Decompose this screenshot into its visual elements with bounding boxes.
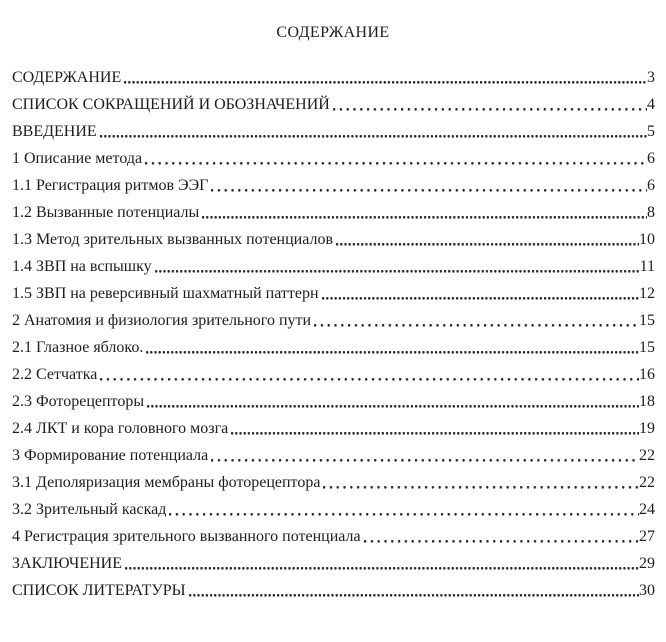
toc-entry-label: 1.5 ЗВП на реверсивный шахматный паттерн (12, 285, 319, 302)
toc-leader-dots (364, 523, 639, 550)
toc-entry (12, 334, 655, 361)
toc-entry (12, 550, 655, 577)
toc-page-number: 30 (639, 582, 655, 599)
toc-leader-dots (336, 226, 639, 253)
table-of-contents (0, 64, 666, 604)
toc-page-number: 22 (639, 447, 655, 464)
toc-page-number: 3 (647, 69, 655, 86)
toc-entry-label: 2.4 ЛКТ и кора головного мозга (12, 420, 229, 437)
toc-leader-dots (147, 388, 639, 415)
toc-entry-label: СОДЕРЖАНИЕ (12, 69, 122, 86)
toc-entry (12, 307, 655, 334)
toc-entry-label: 1.3 Метод зрительных вызванных потенциалов (12, 231, 334, 248)
toc-entry (12, 577, 655, 604)
toc-page-number: 24 (639, 501, 655, 518)
toc-page-number: 18 (639, 393, 655, 410)
toc-entry-label: СПИСОК ЛИТЕРАТУРЫ (12, 582, 186, 599)
toc-entry-label: 1.4 ЗВП на вспышку (12, 258, 152, 275)
toc-entry (12, 469, 655, 496)
toc-page-number: 4 (647, 96, 655, 113)
toc-entry (12, 442, 655, 469)
toc-leader-dots (125, 550, 639, 577)
toc-leader-dots (145, 145, 647, 172)
toc-entry (12, 91, 655, 118)
toc-entry-label: 3.1 Деполяризация мембраны фоторецептора (12, 474, 321, 491)
toc-page-number: 27 (639, 528, 655, 545)
toc-leader-dots (124, 64, 647, 91)
toc-entry-label: 3 Формирование потенциала (12, 447, 209, 464)
toc-leader-dots (333, 91, 647, 118)
toc-entry (12, 226, 655, 253)
toc-leader-dots (100, 118, 647, 145)
toc-leader-dots (211, 442, 639, 469)
toc-entry (12, 199, 655, 226)
toc-page-number: 5 (647, 123, 655, 140)
toc-entry (12, 361, 655, 388)
toc-entry (12, 388, 655, 415)
toc-page-number: 11 (639, 258, 655, 275)
toc-entry-label: 3.2 Зрительный каскад (12, 501, 167, 518)
toc-entry (12, 523, 655, 550)
toc-leader-dots (169, 496, 639, 523)
toc-entry-label: 2 Анатомия и физиология зрительного пути (12, 312, 312, 329)
toc-leader-dots (314, 307, 639, 334)
toc-entry-label: 2.2 Сетчатка (12, 366, 98, 383)
toc-page-number: 12 (639, 285, 655, 302)
toc-entry-label: 1.2 Вызванные потенциалы (12, 204, 200, 221)
toc-page-number: 15 (639, 339, 655, 356)
toc-page-number: 8 (647, 204, 655, 221)
toc-entry-label: 1 Описание метода (12, 150, 143, 167)
toc-leader-dots (202, 199, 647, 226)
toc-leader-dots (100, 361, 639, 388)
toc-entry-label: 1.1 Регистрация ритмов ЭЭГ (12, 177, 209, 194)
toc-page-number: 16 (639, 366, 655, 383)
toc-leader-dots (211, 172, 647, 199)
toc-entry (12, 64, 655, 91)
toc-entry-label: 4 Регистрация зрительного вызванного потенциала (12, 528, 361, 545)
toc-leader-dots (155, 253, 640, 280)
toc-entry (12, 253, 655, 280)
toc-page-number: 29 (639, 555, 655, 572)
toc-entry-label: ЗАКЛЮЧЕНИЕ (12, 555, 122, 572)
toc-page-number: 19 (639, 420, 655, 437)
toc-leader-dots (322, 280, 639, 307)
toc-page-number: 15 (639, 312, 655, 329)
toc-entry-label: ВВЕДЕНИЕ (12, 123, 97, 140)
toc-page-number: 22 (639, 474, 655, 491)
toc-entry (12, 280, 655, 307)
toc-entry (12, 415, 655, 442)
toc-page-number: 6 (647, 177, 655, 194)
toc-leader-dots (189, 577, 639, 604)
toc-page-number: 10 (639, 231, 655, 248)
toc-leader-dots (323, 469, 639, 496)
toc-entry-label: 2.1 Глазное яблоко. (12, 339, 144, 356)
toc-page-number: 6 (647, 150, 655, 167)
page-title: СОДЕРЖАНИЕ (276, 24, 390, 41)
toc-entry (12, 496, 655, 523)
toc-entry (12, 172, 655, 199)
toc-entry (12, 118, 655, 145)
toc-leader-dots (146, 334, 639, 361)
toc-entry-label: 2.3 Фоторецепторы (12, 393, 145, 410)
toc-entry-label: СПИСОК СОКРАЩЕНИЙ И ОБОЗНАЧЕНИЙ (12, 96, 330, 113)
toc-leader-dots (231, 415, 639, 442)
toc-entry (12, 145, 655, 172)
